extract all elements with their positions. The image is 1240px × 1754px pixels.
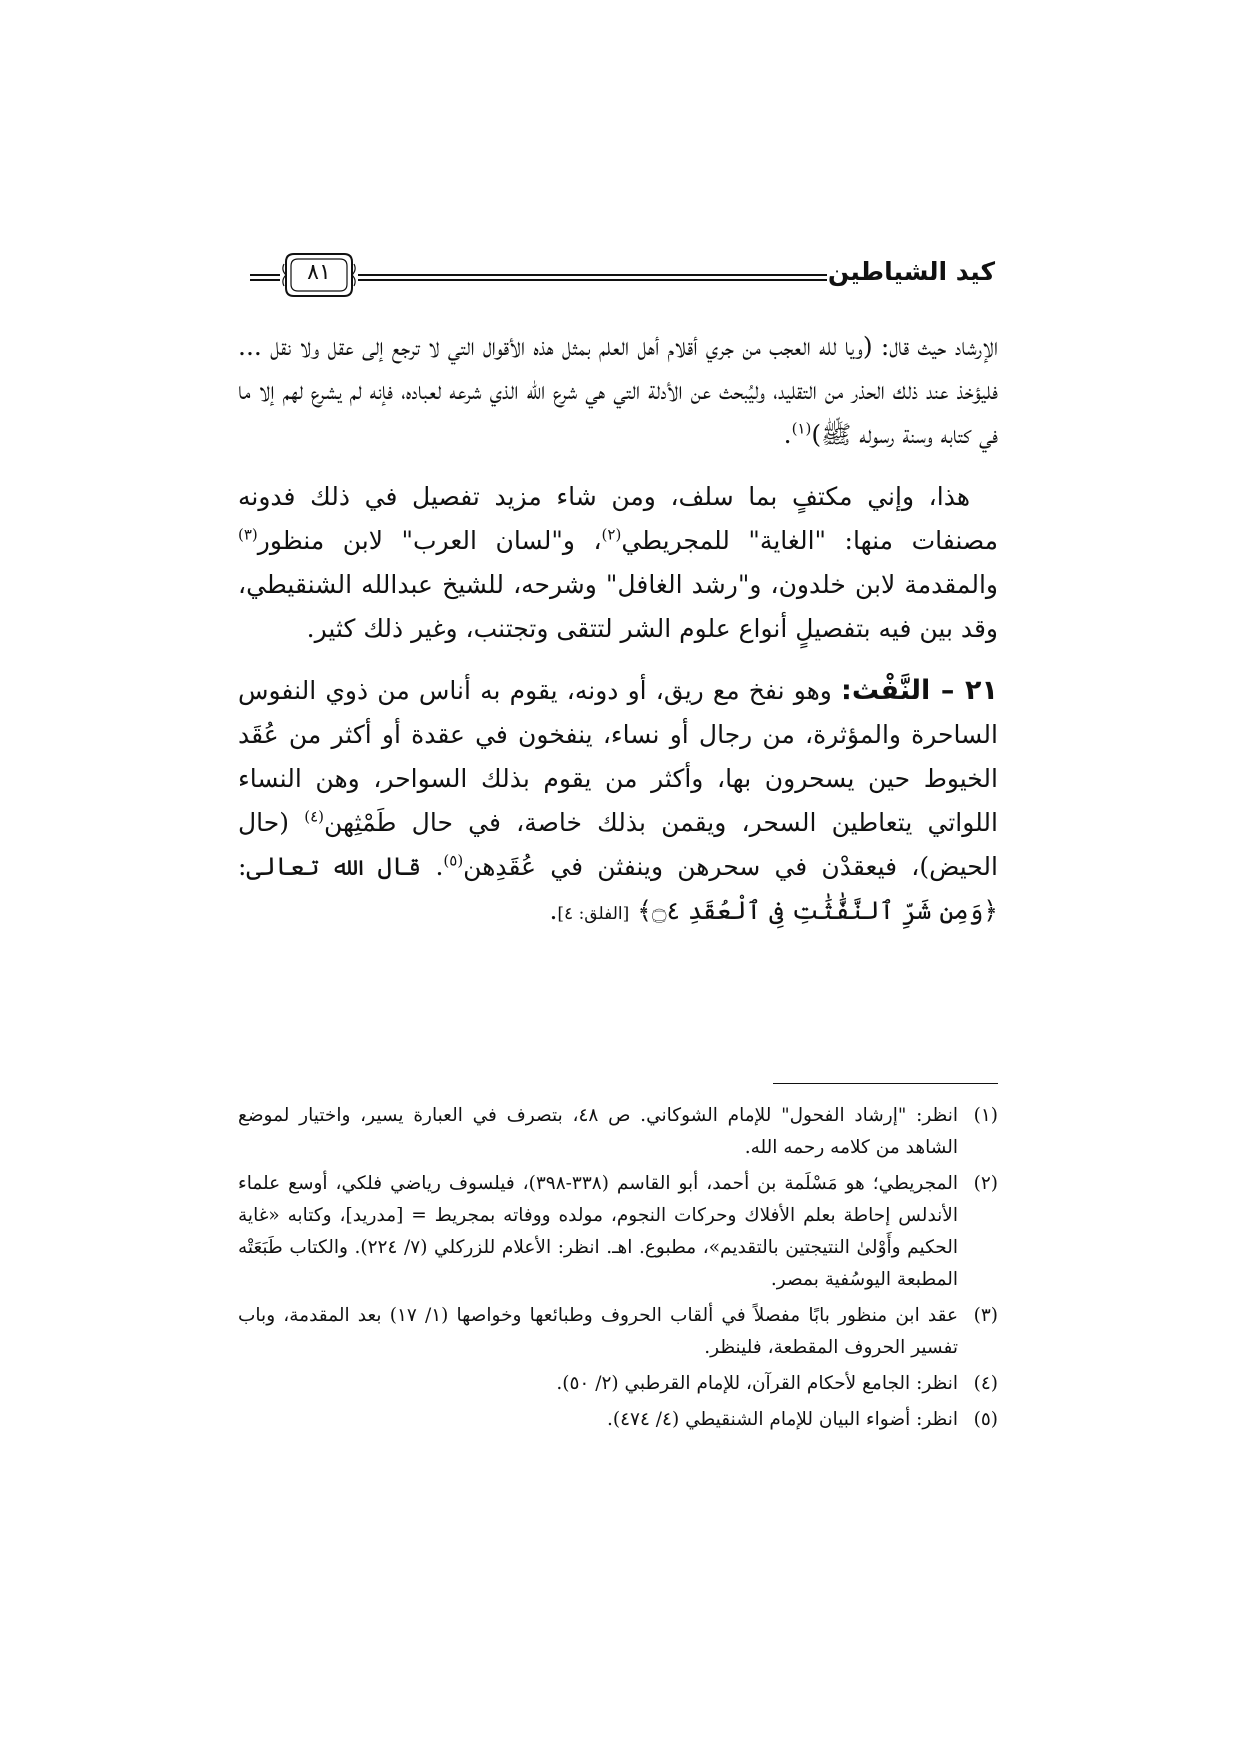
footnote-ref-5[interactable]: (٥): [443, 851, 464, 870]
footnote-text: عقد ابن منظور بابًا مفصلاً في ألقاب الحروف وطبائعها وخواصها (١/ ١٧) بعد المقدمة، وباب تفسير الحروف المقطعة، فلينظر.: [238, 1305, 958, 1358]
footnote-text: المجريطي؛ هو مَسْلَمة بن أحمد، أبو القاسم (٣٣٨-٣٩٨)، فيلسوف رياضي فلكي، أوسع علماء الأندلس إحاطة بعلم الأفلاك وحركات النجوم، مولده ووفاته بمجريط = [مدريد]، وكتابه «غاية الحكيم وأَوْلىٰ النتيجتين بالتقديم»، مطبوع. اهـ. انظر: الأعلام للزركلي (٧/ ٢٢٤). والكتاب طَبَعَتْه المطبعة اليوسُفية بمصر.: [238, 1173, 959, 1290]
section-term: النَّفْث:: [841, 675, 931, 706]
footnote-5: [238, 1404, 998, 1436]
page-number: ٨١: [307, 260, 331, 285]
footnote-text: انظر: الجامع لأحكام القرآن، للإمام القرطبي (٢/ ٥٠).: [556, 1373, 958, 1394]
section-21: ٢١ – النَّفْث: وهو نفخ مع ريق، أو دونه، يقوم به أناس من ذوي النفوس الساحرة والمؤثرة، من رجال أو نساء، ينفخون في عقدة أو أكثر من عُقَد الخيوط حين يسحرون بها، وأكثر من يقوم بذلك السواحر، وهن النساء اللواتي يتعاطين السحر، ويقمن بذلك خاصة، في حال طَمْثِهن$^{(٤)}$ (حال الحيض)، فيعقدْن في سحرهن وينفثن في عُقَدِهن$^{(٥)}$. قال الله تعالى: ﴿وَمِن شَرِّ ٱلنَّفَّٰثَٰتِ فِى ٱلْعُقَدِ ۝٤﴾ [الفلق: ٤].: [238, 675, 998, 925]
footnote-1: [238, 1100, 998, 1164]
footnote-separator: [773, 1083, 998, 1084]
main-text: [238, 325, 998, 954]
section-number: ٢١ –: [930, 675, 998, 706]
footnote-ref-2[interactable]: (٢): [601, 525, 622, 544]
footnote-ref-1[interactable]: (١): [791, 419, 812, 438]
page-number-frame: [280, 250, 358, 300]
footnote-number: (٤): [973, 1373, 998, 1394]
footnote-4: [238, 1368, 998, 1400]
verse-reference: [الفلق: ٤]: [557, 904, 630, 924]
footnotes: [238, 1100, 998, 1440]
footnote-text: انظر: "إرشاد الفحول" للإمام الشوكاني. ص ٤٨، بتصرف في العبارة يسير، واختيار لموضع الشاهد من كلامه رحمه الله.: [238, 1105, 958, 1158]
footnote-2: [238, 1168, 998, 1296]
footnote-text: انظر: أضواء البيان للإمام الشنقيطي (٤/ ٤٧٤).: [607, 1409, 958, 1430]
header-rule: [358, 274, 827, 281]
footnote-number: (٥): [973, 1409, 998, 1430]
footnote-ref-3[interactable]: (٣): [238, 525, 258, 544]
header-rule-short: [250, 274, 280, 281]
page-header: [250, 250, 995, 300]
footnote-ref-4[interactable]: (٤): [304, 807, 324, 826]
footnote-number: (٣): [973, 1305, 998, 1326]
paragraph-2: هذا، وإني مكتفٍ بما سلف، ومن شاء مزيد تفصيل في ذلك فدونه مصنفات منها: "الغاية" للمجريطي$^{(٢)}$، و"لسان العرب" لابن منظور$^{(٣)}$ والمقدمة لابن خلدون، و"رشد الغافل" وشرحه، للشيخ عبدالله الشنقيطي، وقد بين فيه بتفصيلٍ أنواع علوم الشر لتتقى وتجتنب، وغير ذلك كثير.: [238, 482, 998, 643]
footnote-number: (١): [973, 1105, 998, 1126]
paragraph-1: الإرشاد حيث قال: (ويا لله العجب من جري أقلام أهل العلم بمثل هذه الأقوال التي لا ترجع إلى عقل ولا نقل ... فليؤخذ عند ذلك الحذر من التقليد، وليُبحث عن الأدلة التي هي شرع الله الذي شرعه لعباده، فإنه لم يشرع لهم إلا ما في كتابه وسنة رسوله ﷺ)$^{(١)}$.: [238, 332, 998, 449]
footnote-number: (٢): [973, 1173, 998, 1194]
running-title: كيد الشياطين: [827, 257, 995, 286]
footnote-3: [238, 1300, 998, 1364]
